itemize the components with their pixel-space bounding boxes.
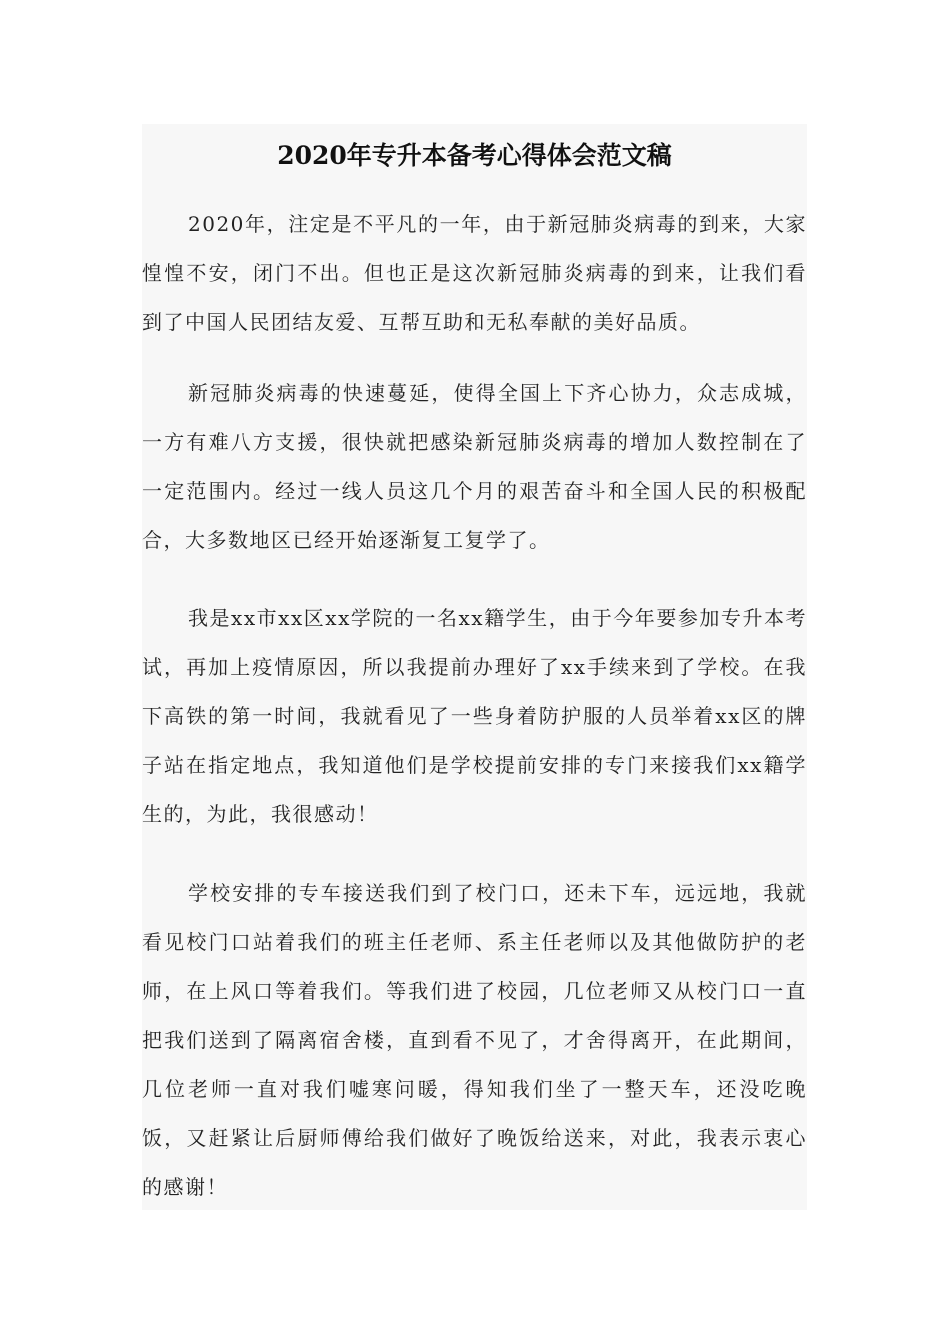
document-title: 2020年专升本备考心得体会范文稿 — [277, 141, 672, 170]
document-page — [142, 124, 807, 1210]
paragraph-4: 学校安排的专车接送我们到了校门口，还未下车，远远地，我就看见校门口站着我们的班主任老师、系主任老师以及其他做防护的老师，在上风口等着我们。等我们进了校园，几位老师又从校门口一直把我们送到了隔离宿舍楼，直到看不见了，才舍得离开，在此期间，几位老师一直对我们嘘寒问暖，得知我们坐了一整天车，还没吃晚饭，又赶紧让后厨师傅给我们做好了晚饭给送来，对此，我表示衷心的感谢！ — [142, 881, 807, 1199]
paragraph-1: 2020年，注定是不平凡的一年，由于新冠肺炎病毒的到来，大家惶惶不安，闭门不出。但也正是这次新冠肺炎病毒的到来，让我们看到了中国人民团结友爱、互帮互助和无私奉献的美好品质。 — [142, 212, 807, 334]
paragraph-3: 我是xx市xx区xx学院的一名xx籍学生，由于今年要参加专升本考试，再加上疫情原因，所以我提前办理好了xx手续来到了学校。在我下高铁的第一时间，我就看见了一些身着防护服的人员举着xx区的牌子站在指定地点，我知道他们是学校提前安排的专门来接我们xx籍学生的，为此，我很感动！ — [142, 606, 807, 826]
paragraph-2: 新冠肺炎病毒的快速蔓延，使得全国上下齐心协力，众志成城，一方有难八方支援，很快就把感染新冠肺炎病毒的增加人数控制在了一定范围内。经过一线人员这几个月的艰苦奋斗和全国人民的积极配合，大多数地区已经开始逐渐复工复学了。 — [142, 381, 807, 552]
